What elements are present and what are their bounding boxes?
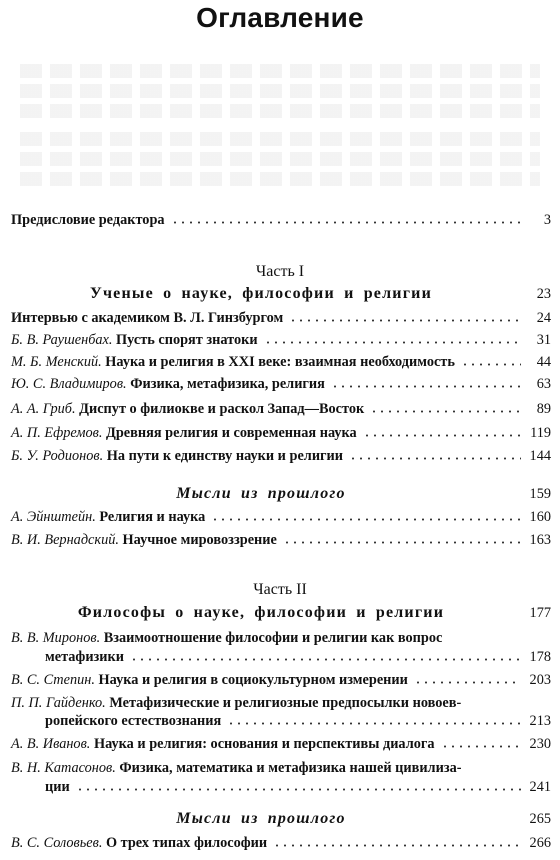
entry-title: Метафизические и религиозные предпосылки новоев- <box>109 695 462 711</box>
entry-title-continued: метафизики <box>45 649 125 665</box>
entry-author: В. Н. Катасонов. <box>11 760 116 776</box>
dot-leader <box>130 647 521 661</box>
page-title: Оглавление <box>196 2 364 33</box>
section-title: Философы о науке, философии и религии <box>77 604 445 621</box>
bleed-through-text <box>20 84 540 98</box>
page-number: 23 <box>536 286 551 302</box>
toc-entry[interactable] <box>11 628 551 648</box>
bleed-through-text <box>20 152 540 166</box>
toc-entry[interactable] <box>11 833 551 853</box>
page-number: 119 <box>530 425 551 441</box>
entry-title: Древняя религия и современная наука <box>106 425 357 441</box>
entry-title: Предисловие редактора <box>11 212 165 228</box>
section-heading[interactable] <box>11 808 551 830</box>
entry-author: А. Эйнштейн. <box>11 509 96 525</box>
entry-author: Б. У. Родионов. <box>11 448 104 464</box>
toc-entry[interactable] <box>11 399 551 419</box>
bleed-through-text <box>20 172 540 186</box>
entry-title: На пути к единству науки и религии <box>106 448 344 464</box>
dot-leader <box>441 734 521 748</box>
page-number: 178 <box>529 649 551 665</box>
page-number: 241 <box>529 779 551 795</box>
toc-entry[interactable] <box>11 758 551 778</box>
entry-author: П. П. Гайденко. <box>11 695 106 711</box>
entry-title: Диспут о филиокве и раскол Запад—Восток <box>79 401 365 417</box>
dot-leader <box>461 352 521 366</box>
toc-entry[interactable] <box>11 670 551 690</box>
entry-title: Взаимоотношение философии и религии как вопрос <box>103 630 443 646</box>
section-title: Мысли из прошлого <box>176 810 346 827</box>
page-number: 203 <box>529 672 551 688</box>
dot-leader <box>227 711 521 725</box>
dot-leader <box>283 530 521 544</box>
toc-entry[interactable] <box>11 330 551 350</box>
entry-title: Интервью с академиком В. Л. Гинзбургом <box>11 310 284 326</box>
toc-entry-continuation[interactable] <box>11 711 551 731</box>
page-number: 159 <box>529 486 551 502</box>
entry-author: В. В. Миронов. <box>11 630 101 646</box>
entry-title: Религия и наука <box>99 509 206 525</box>
section-heading[interactable] <box>11 602 551 624</box>
entry-author: В. С. Степин. <box>11 672 95 688</box>
page-number: 266 <box>529 835 551 851</box>
dot-leader <box>331 374 521 388</box>
entry-author: Б. В. Раушенбах. <box>11 332 113 348</box>
entry-title: Наука и религия в социокультурном измерении <box>98 672 408 688</box>
part-label: Часть I <box>255 263 305 280</box>
page-number: 213 <box>529 713 551 729</box>
page-number: 265 <box>529 811 551 827</box>
toc-entry-preface[interactable] <box>11 210 551 230</box>
page-number: 163 <box>529 532 551 548</box>
toc-entry[interactable] <box>11 352 551 372</box>
page-number: 230 <box>529 736 551 752</box>
entry-author: М. Б. Менский. <box>11 354 102 370</box>
part-label: Часть II <box>253 581 307 598</box>
toc-entry[interactable] <box>11 530 551 550</box>
dot-leader <box>349 446 521 460</box>
dot-leader <box>264 330 521 344</box>
section-heading[interactable] <box>11 483 551 505</box>
bleed-through-text <box>20 132 540 146</box>
entry-title: Физика, математика и метафизика нашей цивилиза- <box>119 760 462 776</box>
entry-title-continued: ропейского естествознания <box>45 713 222 729</box>
toc-entry[interactable] <box>11 374 551 394</box>
toc-entry[interactable] <box>11 734 551 754</box>
entry-title: Наука и религия: основания и перспективы диалога <box>93 736 435 752</box>
entry-title: Научное мировоззрение <box>122 532 277 548</box>
entry-title-continued: ции <box>45 779 70 795</box>
entry-title: О трех типах философии <box>105 835 268 851</box>
page-number: 89 <box>536 401 551 417</box>
section-title: Ученые о науке, философии и религии <box>90 285 432 302</box>
bleed-through-text <box>20 64 540 78</box>
section-heading[interactable] <box>11 283 551 305</box>
dot-leader <box>211 507 521 521</box>
page-number: 3 <box>543 212 551 228</box>
toc-entry-continuation[interactable] <box>11 647 551 667</box>
entry-author: А. П. Ефремов. <box>11 425 103 441</box>
toc-entry[interactable] <box>11 423 551 443</box>
dot-leader <box>289 308 521 322</box>
toc-entry-continuation[interactable] <box>11 777 551 797</box>
page-number: 144 <box>529 448 551 464</box>
page-number: 160 <box>529 509 551 525</box>
entry-title: Наука и религия в XXI веке: взаимная необходимость <box>105 354 455 370</box>
entry-title: Пусть спорят знатоки <box>116 332 258 348</box>
entry-author: А. А. Гриб. <box>11 401 76 417</box>
toc-entry[interactable] <box>11 308 551 328</box>
toc-entry[interactable] <box>11 507 551 527</box>
dot-leader <box>363 423 521 437</box>
entry-author: В. И. Вернадский. <box>11 532 119 548</box>
entry-title: Физика, метафизика, религия <box>130 376 325 392</box>
page-number: 24 <box>536 310 551 326</box>
dot-leader <box>414 670 521 684</box>
toc-entry[interactable] <box>11 446 551 466</box>
page-number: 177 <box>529 605 551 621</box>
entry-author: В. С. Соловьев. <box>11 835 103 851</box>
section-title: Мысли из прошлого <box>176 485 346 502</box>
page-number: 63 <box>536 376 551 392</box>
dot-leader <box>370 399 521 413</box>
dot-leader <box>273 833 521 847</box>
dot-leader <box>76 777 521 791</box>
page-number: 44 <box>536 354 551 370</box>
page-number: 31 <box>536 332 551 348</box>
entry-author: А. В. Иванов. <box>11 736 91 752</box>
bleed-through-text <box>20 104 540 118</box>
toc-entry[interactable] <box>11 693 551 713</box>
entry-author: Ю. С. Владимиров. <box>11 376 127 392</box>
dot-leader <box>171 210 521 224</box>
